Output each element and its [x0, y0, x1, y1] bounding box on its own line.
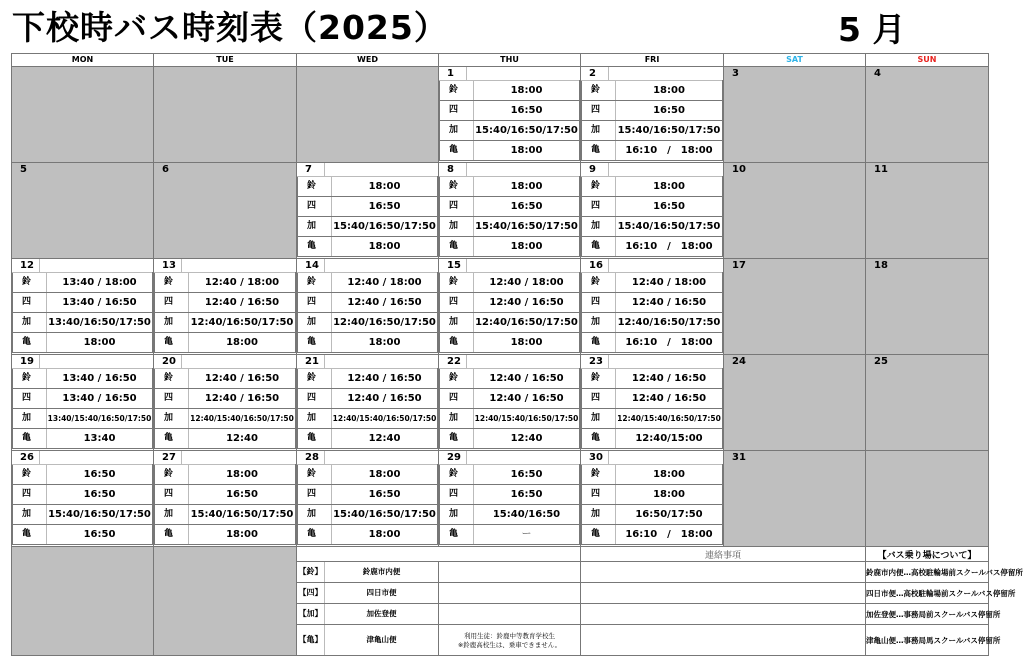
weekday-thu: THU: [439, 54, 581, 67]
departure-times: 16:50: [332, 197, 438, 217]
day-number: 7: [305, 163, 325, 176]
day-number: 16: [589, 259, 609, 272]
departure-times: 18:00: [474, 177, 580, 197]
users-line-2: ※鈴鹿高校生は、乗車できません。: [457, 641, 562, 649]
departure-times: 12:40 / 16:50: [616, 369, 723, 389]
departure-times: 18:00: [332, 237, 438, 257]
day-cell: [581, 355, 724, 451]
day-cell: [297, 163, 439, 259]
departure-times: 12:40: [474, 429, 580, 449]
route-key: 亀: [13, 333, 47, 353]
day-cell-closed: [724, 355, 866, 451]
departure-times: 18:00: [616, 465, 723, 485]
departure-times: 12:40 / 16:50: [189, 369, 296, 389]
departure-times: 18:00: [332, 177, 438, 197]
route-key: 四: [440, 197, 474, 217]
day-cell: [581, 67, 724, 163]
route-key: 鈴: [582, 369, 616, 389]
route-key: 亀: [440, 333, 474, 353]
departure-times: 15:40/16:50/17:50: [474, 121, 580, 141]
notes-cell: [581, 604, 866, 625]
departure-times: 18:00: [474, 333, 580, 353]
departure-times: 15:40/16:50/17:50: [616, 217, 723, 237]
day-cell: [581, 259, 724, 355]
day-number: 20: [162, 355, 182, 368]
day-cell: [581, 451, 724, 547]
day-number: 6: [162, 164, 169, 175]
day-number: 4: [874, 68, 881, 79]
route-key-label: 【四】: [297, 583, 325, 603]
users-cell: [439, 625, 581, 656]
departure-times: 13:40 / 16:50: [47, 293, 153, 313]
day-number: 18: [874, 260, 888, 271]
route-key: 四: [440, 485, 474, 505]
route-key: 四: [155, 389, 189, 409]
day-number: 9: [589, 163, 609, 176]
week-row: [12, 355, 989, 451]
day-cell-closed: [724, 67, 866, 163]
route-key: 四: [582, 101, 616, 121]
departure-times: 18:00: [332, 333, 438, 353]
route-key: 亀: [440, 525, 474, 545]
route-key: 鈴: [298, 465, 332, 485]
departure-times: 18:00: [332, 525, 438, 545]
route-name: 津亀山便: [366, 635, 397, 644]
departure-times: 16:50: [474, 465, 580, 485]
route-key: 加: [440, 217, 474, 237]
route-key: 四: [440, 101, 474, 121]
departure-times: 12:40/16:50/17:50: [616, 313, 723, 333]
weekday-wed: WED: [297, 54, 439, 67]
departure-times: 12:40/15:40/16:50/17:50: [616, 409, 723, 429]
day-cell-closed: [12, 163, 154, 259]
route-key: 亀: [582, 333, 616, 353]
route-key: 亀: [298, 237, 332, 257]
route-key: 鈴: [582, 81, 616, 101]
route-key: 加: [155, 505, 189, 525]
departure-times: 16:50: [474, 485, 580, 505]
departure-times: 12:40 / 18:00: [332, 273, 438, 293]
departure-times: 12:40/15:40/16:50/17:50: [189, 409, 296, 429]
route-key: 四: [298, 485, 332, 505]
departure-times: 16:50: [47, 465, 153, 485]
users-cell: [439, 604, 581, 625]
bus-stop-info: 四日市便…高校駐輪場前スクールバス停留所: [866, 583, 989, 604]
day-cell-closed: [154, 163, 297, 259]
departure-times: 15:40/16:50: [474, 505, 580, 525]
bus-stop-info: 加佐登便…事務局前スクールバス停留所: [866, 604, 989, 625]
route-name: 四日市便: [366, 588, 397, 597]
week-row: [12, 259, 989, 355]
day-number: 15: [447, 259, 467, 272]
day-number: 11: [874, 164, 888, 175]
route-key: 加: [582, 313, 616, 333]
week-row: [12, 67, 989, 163]
route-key: 加: [298, 409, 332, 429]
route-key: 鈴: [155, 369, 189, 389]
route-key: 加: [155, 409, 189, 429]
notes-header: 連絡事項: [704, 550, 741, 561]
route-key: 四: [582, 485, 616, 505]
route-key: 四: [13, 389, 47, 409]
bus-stop-info: 鈴鹿市内便…高校駐輪場前スクールバス停留所: [866, 562, 989, 583]
day-cell: [154, 451, 297, 547]
route-key: 鈴: [440, 177, 474, 197]
route-key: 鈴: [440, 369, 474, 389]
route-key: 四: [582, 197, 616, 217]
day-cell: [439, 163, 581, 259]
departure-times: 15:40/16:50/17:50: [616, 121, 723, 141]
departure-times: 12:40 / 16:50: [474, 293, 580, 313]
day-number: 14: [305, 259, 325, 272]
departure-times: 12:40 / 18:00: [616, 273, 723, 293]
route-key: 四: [298, 197, 332, 217]
departure-times: 18:00: [189, 333, 296, 353]
route-key: 亀: [582, 237, 616, 257]
timetable: [11, 53, 1023, 656]
route-key-label: 【鈴】: [297, 562, 325, 582]
departure-times: 18:00: [616, 177, 723, 197]
route-key: 鈴: [298, 177, 332, 197]
departure-times: 18:00: [189, 465, 296, 485]
day-number: 12: [20, 259, 40, 272]
stops-header: 【バス乗り場について】: [866, 547, 989, 562]
day-number: 2: [589, 67, 609, 80]
departure-times: 16:50: [47, 525, 153, 545]
day-number: 5: [20, 164, 27, 175]
route-key: 四: [440, 389, 474, 409]
departure-times: 12:40 / 16:50: [616, 293, 723, 313]
route-key: 鈴: [298, 369, 332, 389]
route-key: 加: [298, 313, 332, 333]
departure-times: 12:40 / 16:50: [189, 293, 296, 313]
departure-times: 13:40 / 16:50: [47, 389, 153, 409]
departure-times: ー: [474, 525, 580, 545]
departure-times: 12:40: [189, 429, 296, 449]
day-cell: [12, 259, 154, 355]
departure-times: 12:40/16:50/17:50: [332, 313, 438, 333]
departure-times: 12:40/16:50/17:50: [474, 313, 580, 333]
route-key: 四: [298, 389, 332, 409]
week-row: [12, 163, 989, 259]
weekday-header-row: [12, 54, 989, 67]
day-cell-closed: [297, 67, 439, 163]
day-cell: [154, 259, 297, 355]
departure-times: 15:40/16:50/17:50: [474, 217, 580, 237]
route-key: 亀: [155, 429, 189, 449]
route-key: 四: [13, 485, 47, 505]
day-number: 31: [732, 452, 746, 463]
departure-times: 13:40 / 16:50: [47, 369, 153, 389]
day-cell-closed: [154, 67, 297, 163]
weekday-tue: TUE: [154, 54, 297, 67]
departure-times: 18:00: [474, 81, 580, 101]
route-key: 加: [582, 217, 616, 237]
day-cell: [297, 259, 439, 355]
day-number: 24: [732, 356, 746, 367]
route-key: 亀: [440, 429, 474, 449]
departure-times: 16:10 / 18:00: [616, 141, 723, 161]
weekday-sun: SUN: [866, 54, 989, 67]
departure-times: 12:40 / 18:00: [474, 273, 580, 293]
route-key: 亀: [13, 525, 47, 545]
departure-times: 12:40/15:40/16:50/17:50: [332, 409, 438, 429]
departure-times: 18:00: [189, 525, 296, 545]
departure-times: 18:00: [474, 141, 580, 161]
route-key: 亀: [298, 525, 332, 545]
departure-times: 13:40/15:40/16:50/17:50: [47, 409, 153, 429]
route-name: 加佐登便: [366, 609, 397, 618]
day-cell-closed: [866, 355, 989, 451]
departure-times: 12:40/16:50/17:50: [189, 313, 296, 333]
day-cell-closed: [866, 451, 989, 547]
day-cell-closed: [866, 67, 989, 163]
route-key: 四: [155, 293, 189, 313]
departure-times: 18:00: [474, 237, 580, 257]
departure-times: 16:50: [332, 485, 438, 505]
week-row: [12, 451, 989, 547]
departure-times: 18:00: [47, 333, 153, 353]
day-cell-closed: [724, 259, 866, 355]
route-key: 鈴: [440, 465, 474, 485]
route-key: 鈴: [440, 273, 474, 293]
day-number: 29: [447, 451, 467, 464]
departure-times: 12:40 / 16:50: [474, 369, 580, 389]
day-cell: [439, 355, 581, 451]
day-cell-closed: [866, 259, 989, 355]
footer-blank-top: [297, 547, 581, 562]
users-line-1: 利用生徒：鈴鹿中等教育学校生: [464, 632, 555, 640]
departure-times: 16:10 / 18:00: [616, 525, 723, 545]
departure-times: 12:40 / 16:50: [616, 389, 723, 409]
route-key: 加: [440, 121, 474, 141]
day-cell-closed: [12, 67, 154, 163]
day-number: 8: [447, 163, 467, 176]
route-key: 四: [440, 293, 474, 313]
day-cell: [439, 259, 581, 355]
route-key: 鈴: [582, 177, 616, 197]
day-number: 19: [20, 355, 40, 368]
day-cell: [439, 451, 581, 547]
month-label: 5 月: [838, 10, 906, 49]
route-key: 加: [440, 409, 474, 429]
route-key: 亀: [298, 429, 332, 449]
weekday-sat: SAT: [724, 54, 866, 67]
day-number: 30: [589, 451, 609, 464]
bus-stop-info: 津亀山便…事務局馬スクールバス停留所: [866, 625, 989, 656]
departure-times: 18:00: [616, 485, 723, 505]
departure-times: 12:40 / 16:50: [332, 369, 438, 389]
departure-times: 15:40/16:50/17:50: [332, 505, 438, 525]
departure-times: 13:40 / 18:00: [47, 273, 153, 293]
route-key: 亀: [155, 333, 189, 353]
day-number: 21: [305, 355, 325, 368]
users-cell: [439, 562, 581, 583]
departure-times: 12:40 / 18:00: [189, 273, 296, 293]
day-cell-closed: [724, 451, 866, 547]
route-key: 鈴: [298, 273, 332, 293]
departure-times: 12:40/15:00: [616, 429, 723, 449]
departure-times: 16:50/17:50: [616, 505, 723, 525]
departure-times: 16:50: [474, 101, 580, 121]
route-key: 加: [13, 313, 47, 333]
departure-times: 18:00: [616, 81, 723, 101]
route-key: 亀: [155, 525, 189, 545]
route-key: 鈴: [440, 81, 474, 101]
route-name: 鈴鹿市内便: [362, 567, 401, 576]
day-cell-closed: [866, 163, 989, 259]
footer-blank-tue: [154, 547, 297, 656]
route-key: 四: [582, 293, 616, 313]
route-key: 加: [440, 505, 474, 525]
route-key: 亀: [582, 141, 616, 161]
route-key: 加: [298, 217, 332, 237]
departure-times: 15:40/16:50/17:50: [332, 217, 438, 237]
day-cell: [297, 451, 439, 547]
route-key: 亀: [13, 429, 47, 449]
route-key: 加: [298, 505, 332, 525]
route-key-label: 【亀】: [297, 625, 325, 655]
route-key: 亀: [298, 333, 332, 353]
day-number: 22: [447, 355, 467, 368]
route-key: 四: [155, 485, 189, 505]
day-cell: [439, 67, 581, 163]
route-key: 鈴: [582, 465, 616, 485]
day-cell: [297, 355, 439, 451]
footer-blank-mon: [12, 547, 154, 656]
departure-times: 12:40 / 16:50: [189, 389, 296, 409]
route-key: 鈴: [582, 273, 616, 293]
weekday-fri: FRI: [581, 54, 724, 67]
day-number: 17: [732, 260, 746, 271]
route-key: 亀: [440, 141, 474, 161]
notes-cell: [581, 562, 866, 583]
day-number: 28: [305, 451, 325, 464]
day-cell-closed: [724, 163, 866, 259]
day-cell: [12, 355, 154, 451]
departure-times: 16:50: [474, 197, 580, 217]
departure-times: 16:10 / 18:00: [616, 237, 723, 257]
departure-times: 13:40/16:50/17:50: [47, 313, 153, 333]
day-number: 23: [589, 355, 609, 368]
day-cell: [12, 451, 154, 547]
day-number: 10: [732, 164, 746, 175]
route-key: 加: [155, 313, 189, 333]
departure-times: 15:40/16:50/17:50: [47, 505, 153, 525]
route-key: 四: [582, 389, 616, 409]
day-cell: [581, 163, 724, 259]
departure-times: 18:00: [332, 465, 438, 485]
route-key-label: 【加】: [297, 604, 325, 624]
departure-times: 12:40: [332, 429, 438, 449]
departure-times: 12:40 / 16:50: [474, 389, 580, 409]
day-number: 1: [447, 67, 467, 80]
users-cell: [439, 583, 581, 604]
route-key: 鈴: [155, 273, 189, 293]
notes-cell: [581, 625, 866, 656]
route-key: 亀: [582, 429, 616, 449]
route-key: 加: [582, 409, 616, 429]
route-key: 鈴: [155, 465, 189, 485]
day-number: 25: [874, 356, 888, 367]
route-key: 加: [582, 121, 616, 141]
departure-times: 16:50: [616, 197, 723, 217]
day-number: 13: [162, 259, 182, 272]
route-key: 亀: [582, 525, 616, 545]
route-key: 四: [13, 293, 47, 313]
departure-times: 16:10 / 18:00: [616, 333, 723, 353]
route-key: 鈴: [13, 465, 47, 485]
day-number: 27: [162, 451, 182, 464]
day-number: 3: [732, 68, 739, 79]
route-key: 加: [13, 505, 47, 525]
departure-times: 12:40/15:40/16:50/17:50: [474, 409, 580, 429]
route-key: 鈴: [13, 369, 47, 389]
departure-times: 12:40 / 16:50: [332, 389, 438, 409]
route-key: 加: [582, 505, 616, 525]
page-title: 下校時バス時刻表（2025）: [12, 8, 448, 47]
departure-times: 16:50: [47, 485, 153, 505]
route-key: 加: [440, 313, 474, 333]
route-key: 加: [13, 409, 47, 429]
departure-times: 16:50: [616, 101, 723, 121]
route-key: 亀: [440, 237, 474, 257]
departure-times: 12:40 / 16:50: [332, 293, 438, 313]
departure-times: 13:40: [47, 429, 153, 449]
departure-times: 15:40/16:50/17:50: [189, 505, 296, 525]
day-number: 26: [20, 451, 40, 464]
route-key: 鈴: [13, 273, 47, 293]
departure-times: 16:50: [189, 485, 296, 505]
day-cell: [154, 355, 297, 451]
notes-cell: [581, 583, 866, 604]
weekday-mon: MON: [12, 54, 154, 67]
route-key: 四: [298, 293, 332, 313]
